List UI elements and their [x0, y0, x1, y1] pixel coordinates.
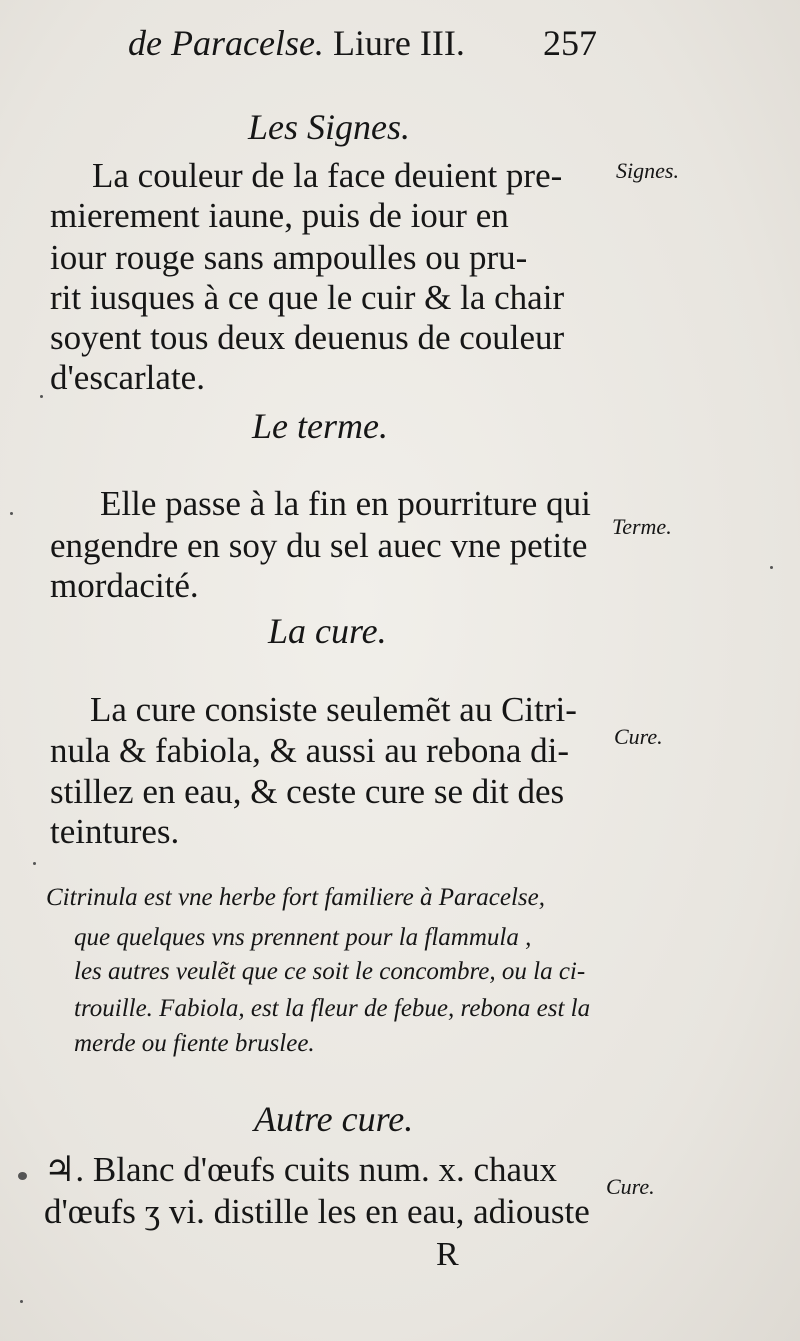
margin-note-signes: Signes.	[616, 158, 679, 183]
text-line: d'escarlate.	[50, 358, 205, 397]
ink-speck	[20, 1300, 23, 1303]
note-line: que quelques vns prennent pour la flammula ,	[74, 924, 532, 951]
text-line: La cure consiste seulemẽt au Citri-	[90, 690, 577, 729]
note-line: trouille. Fabiola, est la fleur de febue, rebona est la	[74, 995, 591, 1022]
running-title-roman: Liure III.	[332, 23, 465, 63]
text-line: ♃. Blanc d'œufs cuits num. x. chaux	[44, 1150, 558, 1189]
note-line: les autres veulẽt que ce soit le concombre, ou la ci-	[74, 958, 586, 985]
text-line: engendre en soy du sel auec vne petite	[50, 526, 588, 565]
running-header	[128, 22, 465, 64]
text-line: mierement iaune, puis de iour en	[50, 196, 509, 235]
signature-mark: R	[436, 1236, 459, 1273]
text-line: La couleur de la face deuient pre-	[92, 156, 563, 195]
heading-autre-cure: Autre cure.	[254, 1099, 414, 1139]
text-line: Elle passe à la fin en pourriture qui	[100, 484, 591, 523]
heading-cure: La cure.	[268, 611, 387, 651]
ink-speck	[33, 862, 36, 865]
ink-speck	[770, 566, 773, 569]
heading-terme: Le terme.	[252, 406, 388, 446]
note-line: merde ou fiente bruslee.	[74, 1030, 315, 1057]
text-line: teintures.	[50, 812, 180, 851]
text-line: d'œufs ʒ vi. distille les en eau, adiouste	[44, 1192, 590, 1231]
running-title-italic: de Paracelse.	[128, 23, 324, 63]
ink-speck	[10, 512, 13, 515]
ink-speck	[18, 1172, 27, 1180]
margin-note-autre-cure: Cure.	[606, 1174, 655, 1199]
text-line: nula & fabiola, & aussi au rebona di-	[50, 731, 570, 770]
margin-note-cure: Cure.	[614, 724, 663, 749]
note-line: Citrinula est vne herbe fort familiere à Paracelse,	[46, 884, 545, 911]
text-line: soyent tous deux deuenus de couleur	[50, 318, 565, 357]
page-number: 257	[543, 23, 597, 63]
ink-speck	[40, 395, 43, 398]
text-line: stillez en eau, & ceste cure se dit des	[50, 772, 565, 811]
text-line: iour rouge sans ampoulles ou pru-	[50, 238, 528, 277]
margin-note-terme: Terme.	[612, 514, 672, 539]
text-line: mordacité.	[50, 566, 199, 605]
heading-signes: Les Signes.	[248, 107, 410, 147]
text-line: rit iusques à ce que le cuir & la chair	[50, 278, 565, 317]
